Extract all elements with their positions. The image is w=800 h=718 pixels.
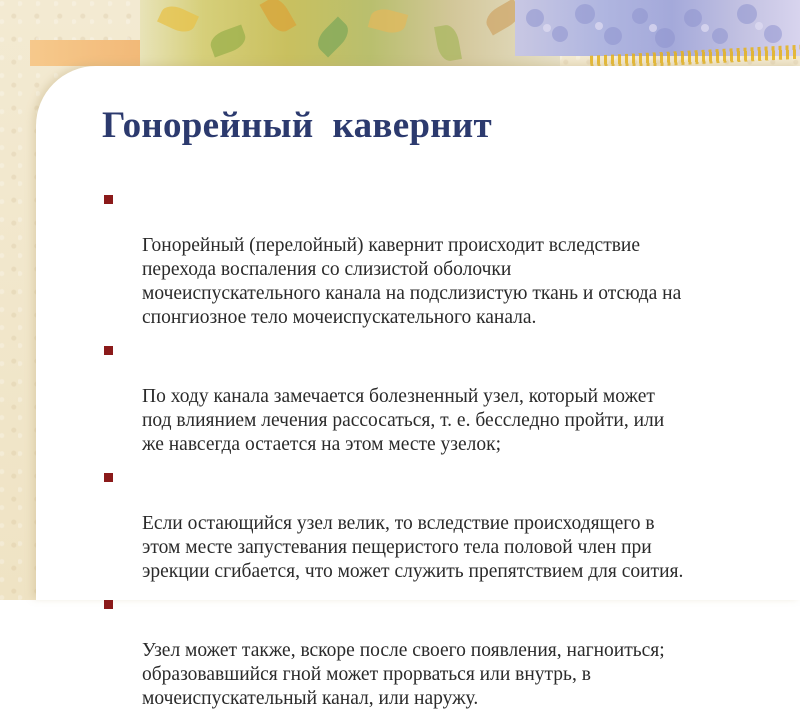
page-title: Гонорейный кавернит bbox=[102, 105, 493, 146]
square-bullet-icon bbox=[104, 195, 113, 204]
bullet-text: По ходу канала замечается болезненный узел, который может под влиянием лечения рассосаться, т. е. бесследно пройти, или же навсегда остается на этом месте узелок; bbox=[142, 386, 665, 455]
list-item bbox=[102, 464, 762, 584]
list-item bbox=[102, 337, 762, 457]
list-item bbox=[102, 186, 762, 330]
autumn-leaves-image bbox=[140, 0, 560, 66]
square-bullet-icon bbox=[104, 346, 113, 355]
decorative-banner bbox=[30, 0, 800, 66]
square-bullet-icon bbox=[104, 600, 113, 609]
bullet-list bbox=[102, 186, 762, 718]
bullet-text: Гонорейный (перелойный) кавернит происходит вследствие перехода воспаления со слизистой оболочки мочеиспускательного канала на подслизистую ткань и отсюда на спонгиозное тело мочеиспускательного канала. bbox=[142, 235, 682, 328]
bullet-text: Если остающийся узел велик, то вследствие происходящего в этом месте запустевания пещеристого тела половой член при эрекции сгибается, что может служить препятствием для соития. bbox=[142, 513, 684, 582]
square-bullet-icon bbox=[104, 473, 113, 482]
list-item bbox=[102, 591, 762, 711]
bullet-text: Узел может также, вскоре после своего появления, нагноиться; образовавшийся гной может прорваться или внутрь, в мочеиспускательный канал, или наружу. bbox=[142, 640, 665, 709]
